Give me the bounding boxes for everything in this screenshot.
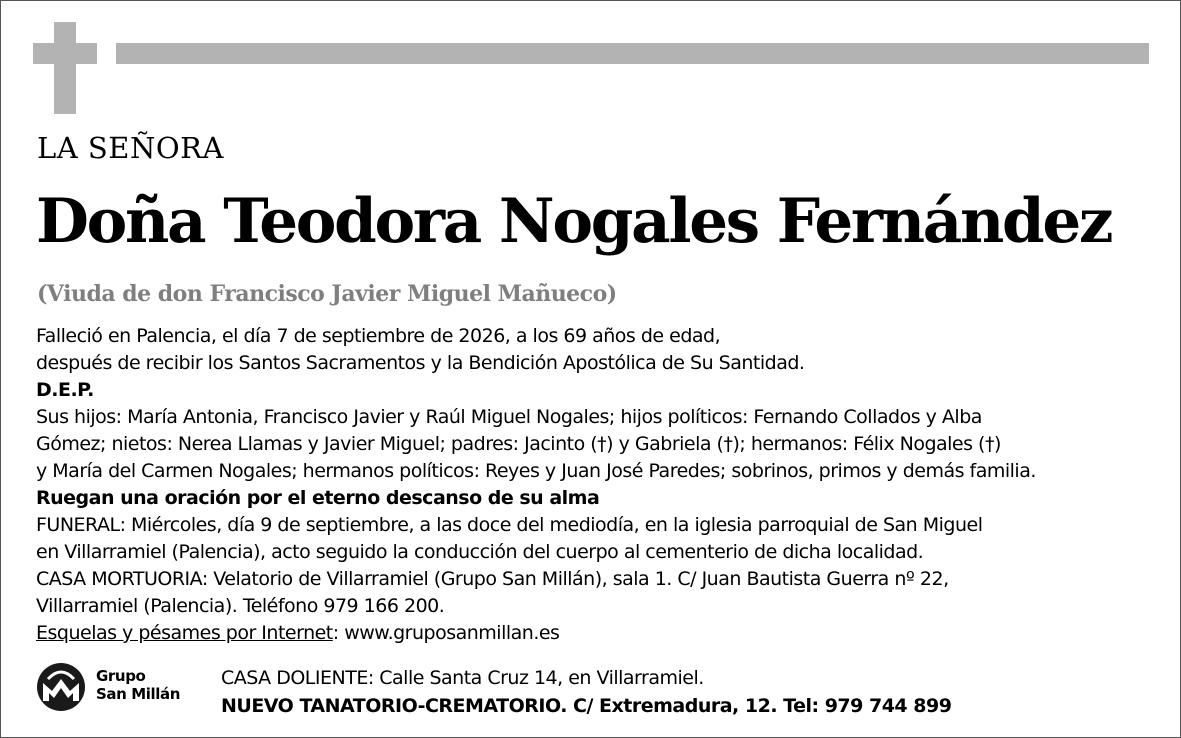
internet-line — [36, 620, 1156, 647]
family-line-1: Sus hijos: María Antonia, Francisco Javier y Raúl Miguel Nogales; hijos políticos: Fernando Collados y Alba — [36, 406, 982, 428]
notice-body — [36, 323, 1156, 647]
cross-icon-crossbar — [33, 43, 97, 64]
widow-of: (Viuda de don Francisco Javier Miguel Mañueco) — [37, 281, 617, 307]
grupo-san-millan-logo-icon — [35, 661, 87, 713]
logo-text — [96, 667, 180, 703]
family-line-3: y María del Carmen Nogales; hermanos políticos: Reyes y Juan José Paredes; sobrinos, primos y demás familia. — [36, 460, 1036, 482]
logo-line-2: San Millán — [96, 685, 180, 703]
death-line-2: después de recibir los Santos Sacramentos y la Bendición Apostólica de Su Santidad. — [36, 352, 805, 374]
death-line-1: Falleció en Palencia, el día 7 de septiembre de 2026, a los 69 años de edad, — [36, 325, 721, 347]
cross-icon — [54, 22, 76, 114]
logo-line-1: Grupo — [96, 667, 146, 685]
honorific: LA SEÑORA — [37, 131, 224, 165]
house-line: CASA DOLIENTE: Calle Santa Cruz 14, en Villarramiel. — [221, 667, 704, 689]
internet-url: : www.gruposanmillan.es — [332, 622, 560, 644]
family-line-2: Gómez; nietos: Nerea Llamas y Javier Miguel; padres: Jacinto (†) y Gabriela (†); hermanos: Félix Nogales (†) — [36, 433, 1001, 455]
wake-line-2: Villarramiel (Palencia). Teléfono 979 166 200. — [36, 595, 445, 617]
tanatorio-line: NUEVO TANATORIO-CREMATORIO. C/ Extremadura, 12. Tel: 979 744 899 — [221, 695, 952, 717]
footer — [221, 664, 951, 720]
prayer-line: Ruegan una oración por el eterno descanso de su alma — [36, 487, 600, 509]
rip-label: D.E.P. — [36, 379, 94, 401]
wake-line-1: CASA MORTUORIA: Velatorio de Villarramiel (Grupo San Millán), sala 1. C/ Juan Bautista Guerra nº 22, — [36, 568, 949, 590]
internet-label: Esquelas y pésames por Internet — [36, 622, 333, 644]
funeral-line-1: FUNERAL: Miércoles, día 9 de septiembre, a las doce del mediodía, en la iglesia parroquial de San Miguel — [36, 514, 983, 536]
header-divider — [116, 43, 1149, 64]
deceased-name: Doña Teodora Nogales Fernández — [36, 186, 1112, 257]
funeral-line-2: en Villarramiel (Palencia), acto seguido la conducción del cuerpo al cementerio de dicha localidad. — [36, 541, 924, 563]
